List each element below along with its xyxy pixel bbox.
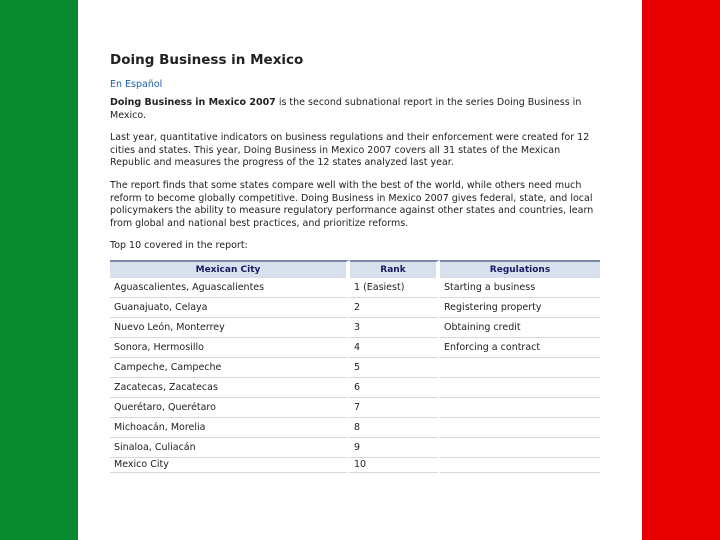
regulation-cell bbox=[440, 378, 600, 398]
regulation-cell bbox=[440, 398, 600, 418]
table-row bbox=[110, 458, 600, 473]
table-row bbox=[110, 318, 600, 338]
table-row bbox=[110, 298, 600, 318]
column-header-city: Mexican City bbox=[110, 260, 350, 278]
city-cell: Nuevo León, Monterrey bbox=[110, 318, 350, 338]
rank-cell: 6 bbox=[350, 378, 440, 398]
regulation-cell bbox=[440, 358, 600, 378]
column-header-rank: Rank bbox=[350, 260, 440, 278]
rank-cell: 8 bbox=[350, 418, 440, 438]
intro-paragraph bbox=[110, 97, 602, 122]
city-cell: Querétaro, Querétaro bbox=[110, 398, 350, 418]
rank-cell: 9 bbox=[350, 438, 440, 458]
indicators-paragraph: Last year, quantitative indicators on business regulations and their enforcement were created for 12 cities and states. This year, Doing Business in Mexico 2007 covers all 31 states of the Mexican Republic and measures the progress of the 12 states analyzed last year. bbox=[110, 132, 590, 169]
flag-red-stripe bbox=[642, 0, 720, 540]
regulation-cell: Starting a business bbox=[440, 278, 600, 298]
regulation-cell: Registering property bbox=[440, 298, 600, 318]
rank-cell: 4 bbox=[350, 338, 440, 358]
city-cell: Sinaloa, Culiacán bbox=[110, 438, 350, 458]
city-cell: Sonora, Hermosillo bbox=[110, 338, 350, 358]
column-header-regulations: Regulations bbox=[440, 260, 600, 278]
rank-cell: 1 (Easiest) bbox=[350, 278, 440, 298]
rank-cell: 3 bbox=[350, 318, 440, 338]
city-cell: Mexico City bbox=[110, 458, 350, 473]
table-row bbox=[110, 278, 600, 298]
city-cell: Aguascalientes, Aguascalientes bbox=[110, 278, 350, 298]
rank-cell: 7 bbox=[350, 398, 440, 418]
regulation-cell bbox=[440, 458, 600, 473]
rankings-table bbox=[110, 260, 600, 473]
regulation-cell: Obtaining credit bbox=[440, 318, 600, 338]
table-row bbox=[110, 378, 600, 398]
city-cell: Guanajuato, Celaya bbox=[110, 298, 350, 318]
findings-paragraph: The report finds that some states compare well with the best of the world, while others need much reform to become globally competitive. Doing Business in Mexico 2007 gives federal, state, and local policymakers the ability to measure regulatory performance against other states and countries, learn from global and national best practices, and prioritize reforms. bbox=[110, 179, 594, 229]
flag-green-stripe bbox=[0, 0, 78, 540]
table-row bbox=[110, 358, 600, 378]
spanish-language-link[interactable]: En Español bbox=[110, 79, 163, 90]
city-cell: Campeche, Campeche bbox=[110, 358, 350, 378]
regulation-cell bbox=[440, 418, 600, 438]
city-cell: Zacatecas, Zacatecas bbox=[110, 378, 350, 398]
intro-text: is the second subnational report in the series Doing Business in Mexico. bbox=[110, 97, 582, 121]
table-row bbox=[110, 338, 600, 358]
report-name: Doing Business in Mexico 2007 bbox=[110, 97, 276, 108]
rank-cell: 2 bbox=[350, 298, 440, 318]
rank-cell: 10 bbox=[350, 458, 440, 473]
rank-cell: 5 bbox=[350, 358, 440, 378]
table-row bbox=[110, 438, 600, 458]
regulation-cell bbox=[440, 438, 600, 458]
page-title: Doing Business in Mexico bbox=[110, 52, 304, 68]
city-cell: Michoacán, Morelia bbox=[110, 418, 350, 438]
top-ten-label: Top 10 covered in the report: bbox=[110, 240, 248, 252]
table-row bbox=[110, 398, 600, 418]
article bbox=[110, 52, 602, 473]
regulation-cell: Enforcing a contract bbox=[440, 338, 600, 358]
table-row bbox=[110, 418, 600, 438]
table-header-row bbox=[110, 260, 600, 278]
